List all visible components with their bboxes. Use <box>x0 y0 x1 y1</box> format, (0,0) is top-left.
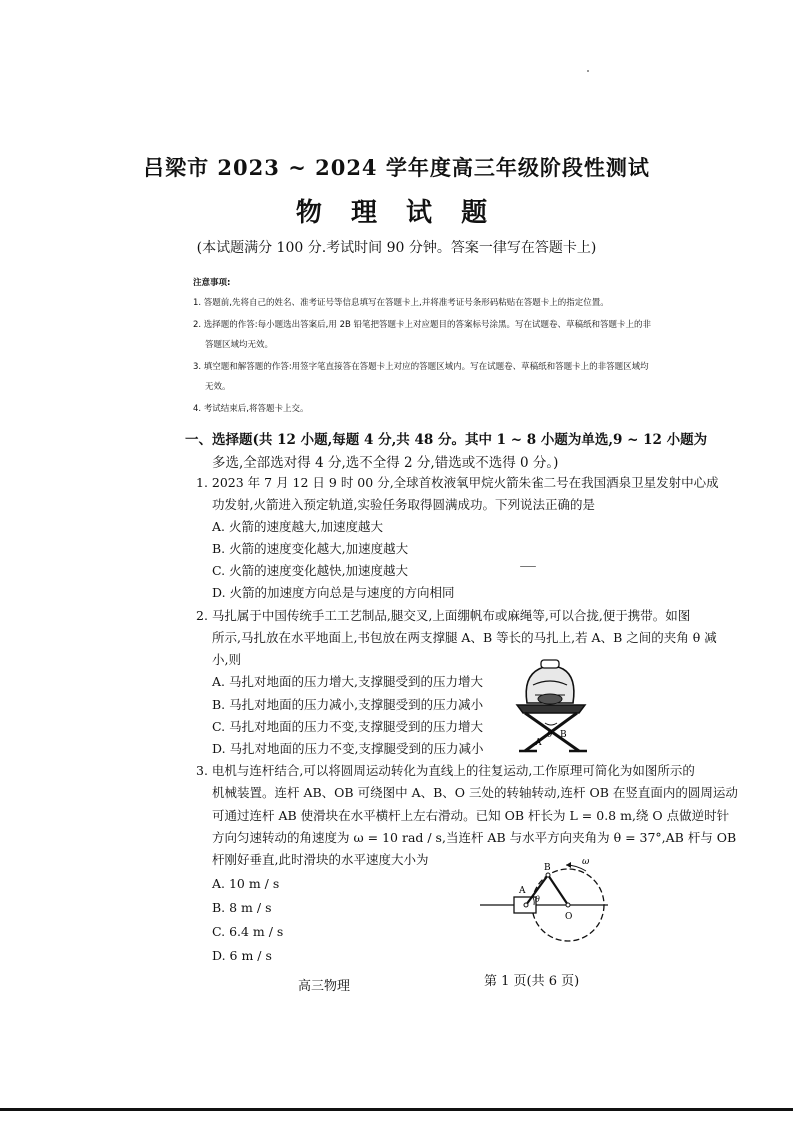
option-a: A. 火箭的速度越大,加速度越大 <box>212 519 383 534</box>
footer-page-number: 第 1 页(共 6 页) <box>484 974 580 989</box>
question-stem: 2. 马扎属于中国传统手工工艺制品,腿交叉,上面绷帆布或麻绳等,可以合拢,便于携带。如图 <box>196 608 691 623</box>
option-a: A. 10 m / s <box>212 876 280 891</box>
section-heading: 一、选择题(共 12 小题,每题 4 分,共 48 分。其中 1 ~ 8 小题为单选,9 ~ 12 小题为 <box>185 432 708 448</box>
option-c: C. 马扎对地面的压力不变,支撑腿受到的压力增大 <box>212 719 484 734</box>
point-label-a: A <box>519 886 526 896</box>
crank-slider-figure <box>478 853 613 953</box>
notice-heading: 注意事项: <box>193 278 231 288</box>
option-c: C. 6.4 m / s <box>212 924 284 939</box>
footer-subject: 高三物理 <box>298 979 351 994</box>
question-stem: 方向匀速转动的角速度为 ω = 10 rad / s,当连杆 AB 与水平方向夹角为 θ = 37°,AB 杆与 OB <box>212 830 737 845</box>
option-b: B. 8 m / s <box>212 900 272 915</box>
option-d: D. 马扎对地面的压力不变,支撑腿受到的压力减小 <box>212 741 484 756</box>
option-d: D. 火箭的加速度方向总是与速度的方向相同 <box>212 585 455 600</box>
rod-ob <box>548 875 568 905</box>
angle-label: θ <box>547 730 553 740</box>
backpack-handle <box>541 660 559 668</box>
question-stem: 3. 电机与连杆结合,可以将圆周运动转化为直线上的往复运动,工作原理可简化为如图所示的 <box>196 763 695 778</box>
question-stem: 1. 2023 年 7 月 12 日 9 时 00 分,全球首枚液氧甲烷火箭朱雀二号在我国酒泉卫星发射中心成 <box>196 475 719 490</box>
question-stem: 所示,马扎放在水平地面上,书包放在两支撑腿 A、B 等长的马扎上,若 A、B 之间的夹角 θ 减 <box>212 630 717 645</box>
option-c: C. 火箭的速度变化越快,加速度越大 <box>212 563 409 578</box>
option-a: A. 马扎对地面的压力增大,支撑腿受到的压力增大 <box>212 674 483 689</box>
question-stem: 功发射,火箭进入预定轨道,实验任务取得圆满成功。下列说法正确的是 <box>212 497 595 512</box>
option-b: B. 火箭的速度变化越大,加速度越大 <box>212 541 409 556</box>
question-stem: 小,则 <box>212 652 241 667</box>
question-stem: 杆刚好垂直,此时滑块的水平速度大小为 <box>212 852 429 867</box>
notice-line: 4. 考试结束后,将答题卡上交。 <box>193 404 309 414</box>
notice-line: 3. 填空题和解答题的作答:用签字笔直接答在答题卡上对应的答题区域内。写在试题卷、草稿纸和答题卡上的非答题区域均 <box>193 362 649 372</box>
section-heading-cont: 多选,全部选对得 4 分,选不全得 2 分,错选或不选得 0 分。) <box>212 455 559 471</box>
question-stem: 机械装置。连杆 AB、OB 可绕图中 A、B、O 三处的转轴转动,连杆 OB 在竖直面内的圆周运动 <box>212 785 738 800</box>
leg-label-a: A <box>535 738 542 748</box>
scan-speck <box>520 566 536 567</box>
exam-subtitle: (本试题满分 100 分.考试时间 90 分钟。答案一律写在答题卡上) <box>196 240 597 256</box>
leg-label-b: B <box>560 730 567 740</box>
stool-seat <box>517 705 585 713</box>
angle-label: θ <box>535 895 540 904</box>
point-label-b: B <box>544 863 551 873</box>
option-d: D. 6 m / s <box>212 948 272 963</box>
scan-speck <box>587 70 589 72</box>
omega-label: ω <box>582 857 590 867</box>
notice-line: 无效。 <box>205 382 231 392</box>
point-label-o: O <box>565 912 573 922</box>
notice-line: 答题区域均无效。 <box>205 340 274 350</box>
subject-title: 物 理 试 题 <box>295 198 498 228</box>
notice-line: 1. 答题前,先将自己的姓名、准考证号等信息填写在答题卡上,并将准考证号条形码粘贴在答题卡上的指定位置。 <box>193 298 609 308</box>
question-stem: 可通过连杆 AB 使滑块在水平横杆上左右滑动。已知 OB 杆长为 L = 0.8 m,绕 O 点做逆时针 <box>212 808 730 823</box>
notice-line: 2. 选择题的作答:每小题选出答案后,用 2B 铅笔把答题卡上对应题目的答案标号涂黑。写在试题卷、草稿纸和答题卡上的非 <box>193 320 652 330</box>
exam-title: 吕梁市 2023 ~ 2024 学年度高三年级阶段性测试 <box>143 155 650 180</box>
option-b: B. 马扎对地面的压力减小,支撑腿受到的压力减小 <box>212 697 484 712</box>
stool-figure <box>505 655 600 755</box>
bottom-border <box>0 1108 793 1111</box>
